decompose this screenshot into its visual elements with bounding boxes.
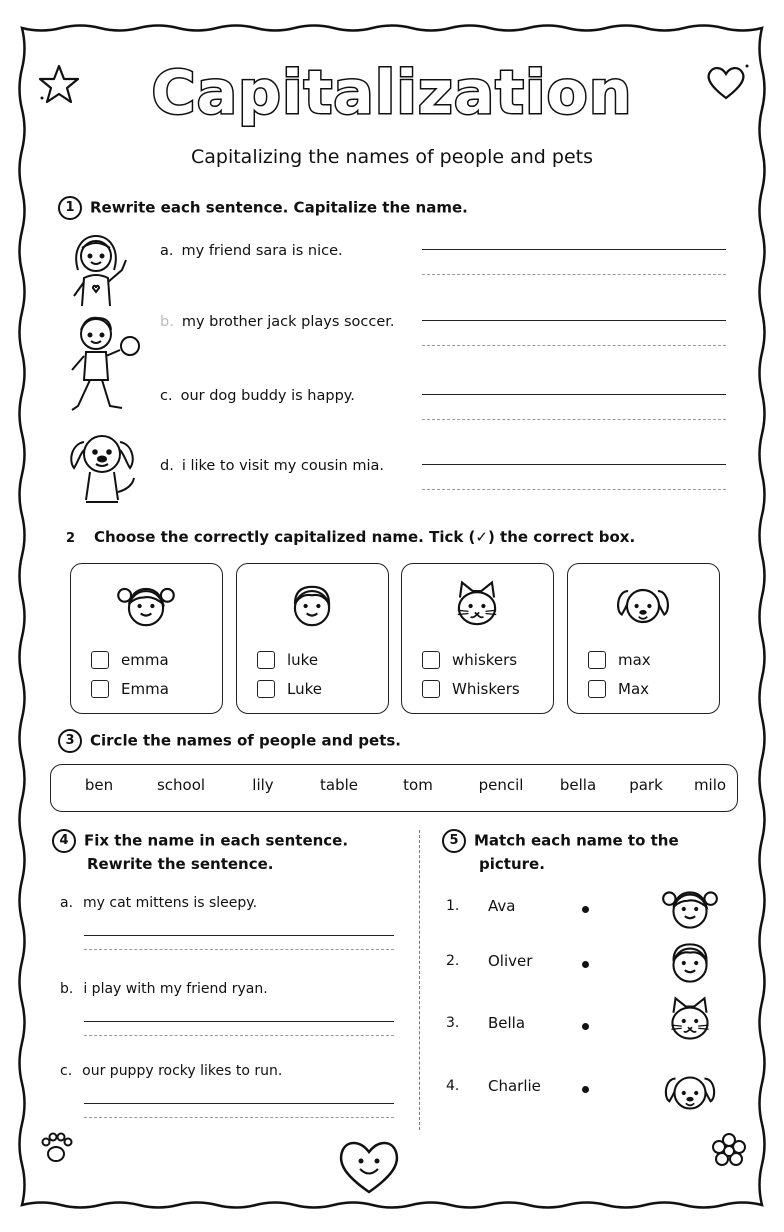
item-letter: b. [160,314,174,330]
option-label: Whiskers [452,680,520,698]
option-label: Emma [121,680,169,698]
word-choice[interactable]: milo [693,776,727,794]
item-letter: c. [60,1063,73,1079]
section3-heading [58,729,401,753]
match-number: 2. [446,953,460,969]
answer-line[interactable] [84,1103,394,1104]
section5-instruction-2: picture. [479,855,545,873]
match-dot[interactable] [582,1023,589,1030]
section4-number: 4 [52,829,76,853]
choice-card [567,563,720,714]
sentence-item [160,243,343,259]
boy-icon [659,932,721,994]
choice-option[interactable] [91,680,169,698]
answer-guide-line [84,1117,394,1118]
boy-soccer-icon [64,310,146,420]
section2-heading [66,528,635,546]
word-choice[interactable]: table [320,776,358,794]
paw-icon [34,1126,78,1170]
item-text: i play with my friend ryan. [83,981,268,997]
word-choice[interactable]: bella [559,776,597,794]
checkbox[interactable] [422,680,440,698]
girl-icon [114,574,178,638]
section3-number: 3 [58,729,82,753]
item-text: our dog buddy is happy. [180,388,355,404]
item-letter: b. [60,981,74,997]
option-label: Luke [287,680,322,698]
checkbox[interactable] [91,680,109,698]
smiley-heart-icon [334,1134,404,1196]
flower-icon [706,1128,752,1174]
cat-icon [659,990,721,1052]
section5-instruction-1: Match each name to the [474,831,679,850]
answer-line[interactable] [422,320,726,321]
section1-number: 1 [58,196,82,220]
answer-line[interactable] [84,1021,394,1022]
option-label: max [618,651,651,669]
option-label: luke [287,651,319,669]
sentence-item [160,314,395,330]
answer-guide-line [422,274,726,275]
word-choice[interactable]: pencil [478,776,524,794]
choice-card [70,563,223,714]
item-text: i like to visit my cousin mia. [181,458,384,474]
section1-heading [58,196,468,220]
choice-option[interactable] [422,651,517,669]
checkbox[interactable] [422,651,440,669]
match-dot[interactable] [582,961,589,968]
word-choice[interactable]: lily [252,776,274,794]
answer-guide-line [84,949,394,950]
section2-number: 2 [66,531,76,546]
sentence-item [160,388,355,404]
match-number: 4. [446,1078,460,1094]
dog-icon [659,1062,721,1124]
match-dot[interactable] [582,1086,589,1093]
sentence-item [60,981,268,997]
match-number: 3. [446,1015,460,1031]
choice-option[interactable] [257,680,322,698]
answer-guide-line [84,1035,394,1036]
section1-instruction: Rewrite each sentence. Capitalize the name. [90,198,468,217]
checkbox[interactable] [257,680,275,698]
match-name: Oliver [488,952,533,970]
choice-option[interactable] [588,680,649,698]
item-text: my friend sara is nice. [181,243,343,259]
item-text: our puppy rocky likes to run. [82,1063,283,1079]
option-label: whiskers [452,651,518,669]
answer-guide-line [422,419,726,420]
boy-icon [280,574,344,638]
section4-heading [52,829,348,853]
section3-instruction: Circle the names of people and pets. [90,731,401,750]
sentence-item [60,1063,282,1079]
match-name: Bella [488,1014,526,1032]
word-choice[interactable]: park [629,776,663,794]
girl-waving-icon [64,230,142,310]
answer-guide-line [422,345,726,346]
section4-instruction-2: Rewrite the sentence. [87,855,274,873]
section2-instruction: Choose the correctly capitalized name. Tick (✓) the correct box. [94,528,636,546]
checkbox[interactable] [588,680,606,698]
choice-option[interactable] [588,651,651,669]
section5-heading [442,829,679,853]
option-label: Max [618,680,650,698]
section5-number: 5 [442,829,466,853]
checkbox[interactable] [257,651,275,669]
match-name: Ava [488,897,516,915]
cat-icon [445,574,509,638]
choice-card [236,563,389,714]
answer-line[interactable] [422,394,726,395]
match-dot[interactable] [582,906,589,913]
column-divider [419,830,420,1130]
option-label: emma [121,651,169,669]
match-name: Charlie [488,1077,541,1095]
item-letter: c. [160,388,173,404]
dog-icon [611,574,675,638]
choice-option[interactable] [422,680,520,698]
page-title: Capitalization [151,58,633,128]
girl-icon [659,878,721,940]
checkbox[interactable] [91,651,109,669]
item-letter: a. [160,243,174,259]
section4-instruction-1: Fix the name in each sentence. [84,831,349,850]
choice-card [401,563,554,714]
dog-icon [64,428,144,510]
answer-guide-line [422,489,726,490]
item-letter: d. [160,458,174,474]
match-number: 1. [446,898,460,914]
sentence-item [60,895,257,911]
word-choice[interactable]: school [156,776,206,794]
page-subtitle: Capitalizing the names of people and pets [190,146,593,168]
answer-line[interactable] [84,935,394,936]
checkbox[interactable] [588,651,606,669]
choice-option[interactable] [91,651,169,669]
choice-option[interactable] [257,651,318,669]
item-text: my cat mittens is sleepy. [83,895,258,911]
item-text: my brother jack plays soccer. [181,314,395,330]
word-choice[interactable]: ben [84,776,114,794]
answer-line[interactable] [422,464,726,465]
word-choice[interactable]: tom [403,776,433,794]
answer-line[interactable] [422,249,726,250]
item-letter: a. [60,895,74,911]
sentence-item [160,458,384,474]
